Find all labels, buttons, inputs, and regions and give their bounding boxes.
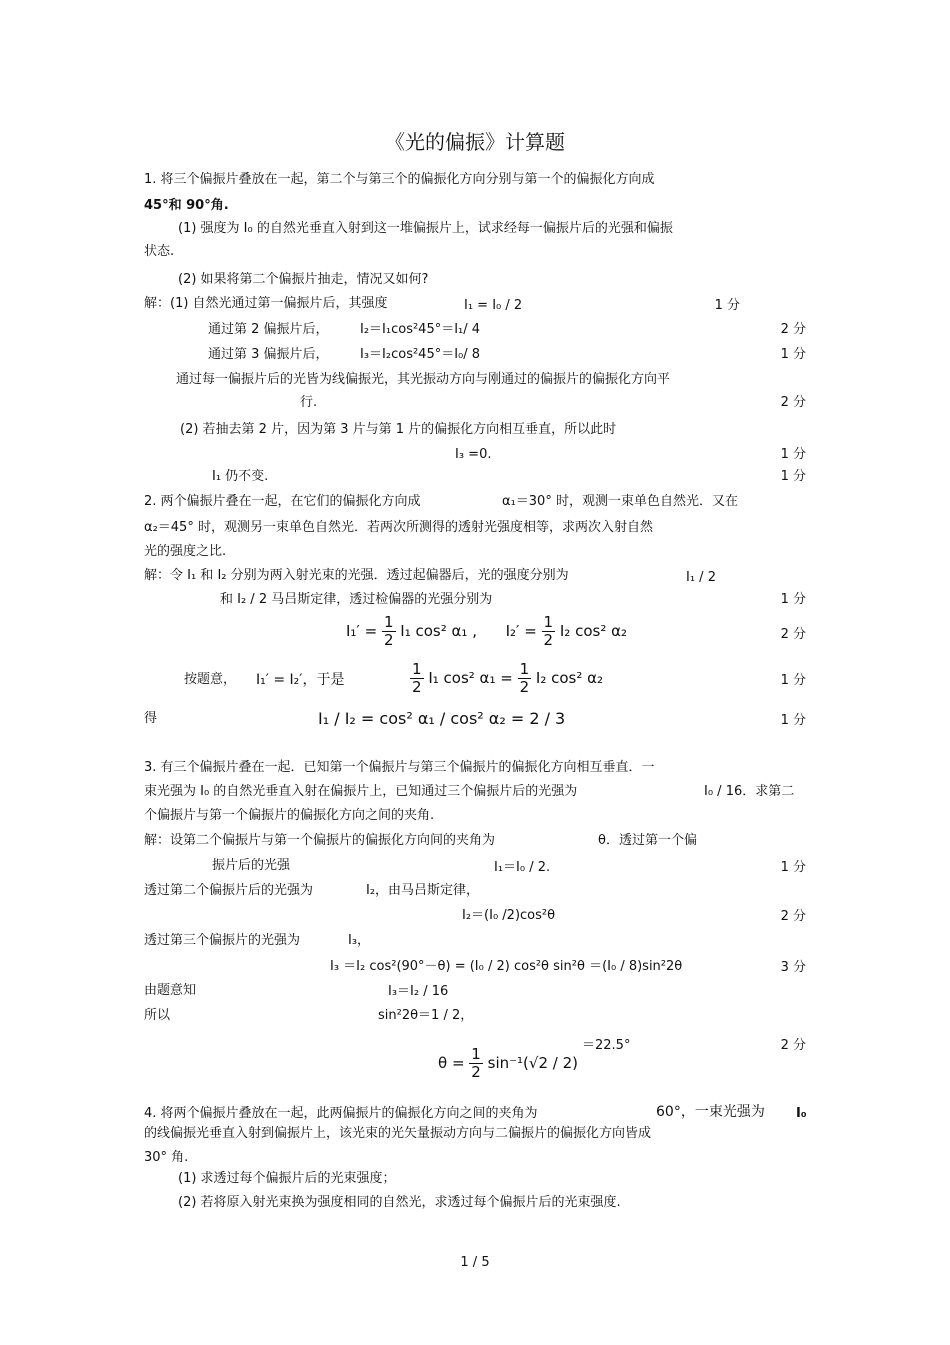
equation-term: I₂′ = [505,622,537,640]
fraction-one-half [469,1046,483,1081]
solution-3-line: 透过第二个偏振片后的光强为 [144,883,314,898]
problem-4-text: I₀ [796,1106,807,1121]
solution-3-line: θ．透过第一个偏 [598,833,697,848]
solution-3-formula: ＝22.5° [582,1038,631,1053]
solution-1-formula: I₃＝I₂cos²45°＝I₀/ 8 [360,347,481,362]
solution-1-line: 行. [300,395,318,410]
problem-1-text: 45°和 90°角. [144,198,229,213]
fraction-one-half [382,614,396,649]
solution-1-line: I₁ 仍不变. [212,469,269,484]
solution-3-line: 所以 [144,1008,171,1023]
problem-4-text: 4. 将两个偏振片叠放在一起，此两偏振片的偏振化方向之间的夹角为 [144,1106,538,1121]
solution-1-line: 通过每一偏振片后的光皆为线偏振光，其光振动方向与刚通过的偏振片的偏振化方向平 [176,372,671,387]
solution-1-line: 通过第 2 偏振片后， [208,322,329,337]
solution-1-formula: I₃ =0. [455,447,492,462]
solution-2-line: 得 [144,711,158,726]
problem-4-text: 的线偏振光垂直入射到偏振片上，该光束的光矢量振动方向与二偏振片的偏振化方向皆成 [144,1126,652,1141]
equation-term: I₁ cos² α₁ = [428,669,513,687]
score-label: 1 分 [780,860,806,875]
solution-2-line: 解：令 I₁ 和 I₂ 分别为两入射光束的光强．透过起偏器后，光的强度分别为 [144,568,569,583]
solution-3-formula: I₃ ＝I₂ cos²(90°－θ) = (I₀ / 2) cos²θ sin²θ ＝(I₀ / 8)sin²2θ [330,959,683,974]
solution-3-formula: sin²2θ＝1 / 2， [378,1008,474,1023]
problem-3-text: 束光强为 I₀ 的自然光垂直入射在偏振片上，已知通过三个偏振片后的光强为 [144,784,578,799]
solution-1-line: (2) 若抽去第 2 片，因为第 3 片与第 1 片的偏振化方向相互垂直，所以此时 [180,422,617,437]
fraction-denominator: 2 [519,678,530,696]
solution-3-formula: I₂＝(I₀ /2)cos²θ [462,908,556,923]
solution-3-formula: I₁＝I₀ / 2. [494,860,551,875]
score-label: 2 分 [780,909,806,924]
score-label: 1 分 [780,713,806,728]
solution-3-line: 振片后的光强 [212,858,291,873]
score-label: 1 分 [780,592,806,607]
equation-ratio: I₁ / I₂ = cos² α₁ / cos² α₂ = 2 / 3 [318,709,566,728]
equation-term: sin⁻¹(√2 / 2) [487,1054,578,1072]
fraction-numerator: 1 [471,1045,481,1063]
problem-2-text: 2. 两个偏振片叠在一起，在它们的偏振化方向成 [144,494,421,509]
fraction-denominator: 2 [471,1063,481,1081]
equation-term: I₂ cos² α₂ [535,669,604,687]
fraction-numerator: 1 [383,613,394,631]
problem-1-text: (2) 如果将第二个偏振片抽走，情况又如何? [178,272,429,287]
equation-term: θ = [438,1054,465,1072]
equation-malus-1 [346,614,627,649]
equation-term: I₁ cos² α₁ , [400,622,477,640]
problem-2-text: 光的强度之比. [144,544,227,559]
fraction-one-half [542,614,556,649]
score-label: 1 分 [780,469,806,484]
solution-1-formula: I₁ = I₀ / 2 [464,298,523,313]
score-label: 1 分 [780,673,806,688]
problem-4-text: 30° 角. [144,1150,189,1165]
page-title: 《光的偏振》计算题 [385,130,565,154]
fraction-denominator: 2 [412,678,422,696]
problem-3-text: 3. 有三个偏振片叠在一起．已知第一个偏振片与第三个偏振片的偏振化方向相互垂直．一 [144,760,655,775]
equation-term: I₁′ = [346,622,378,640]
fraction-one-half [410,661,424,696]
solution-3-line: 透过第三个偏振片的光强为 [144,933,301,948]
problem-1-text: (1) 强度为 I₀ 的自然光垂直入射到这一堆偏振片上，试求经每一偏振片后的光强和偏振 [178,221,673,236]
fraction-one-half [518,661,532,696]
solution-3-line: 由题意知 [144,983,197,998]
fraction-denominator: 2 [383,631,394,649]
problem-2-text: α₂＝45° 时，观测另一束单色自然光．若两次所测得的透射光强度相等，求两次入射自然 [144,520,653,535]
score-label: 3 分 [780,960,806,975]
equation-term: I₂ cos² α₂ [559,622,628,640]
equation-theta [438,1046,578,1081]
score-label: 1 分 [714,298,740,313]
problem-4-text: 60°，一束光强为 [656,1104,765,1120]
problem-4-text: (2) 若将原入射光束换为强度相同的自然光，求透过每个偏振片后的光束强度. [178,1195,621,1210]
problem-1-text: 状态. [144,244,175,259]
fraction-numerator: 1 [543,613,554,631]
score-label: 2 分 [780,395,806,410]
page-number: 1 / 5 [460,1255,490,1270]
score-label: 1 分 [780,347,806,362]
fraction-numerator: 1 [519,660,530,678]
solution-2-formula: I₁′ = I₂′，于是 [256,672,345,688]
score-label: 1 分 [780,447,806,462]
solution-2-line: 和 I₂ / 2 马吕斯定律，透过检偏器的光强分别为 [220,592,493,607]
problem-2-text: α₁＝30° 时，观测一束单色自然光．又在 [502,494,738,509]
solution-3-line: 解：设第二个偏振片与第一个偏振片的偏振化方向间的夹角为 [144,833,496,848]
fraction-numerator: 1 [412,660,422,678]
solution-3-formula: I₃＝I₂ / 16 [388,984,449,999]
solution-2-line: 按题意， [184,672,237,687]
solution-3-line: I₃， [348,933,371,948]
solution-3-line: I₂，由马吕斯定律， [366,883,480,898]
fraction-denominator: 2 [543,631,554,649]
solution-1-line: 解：(1) 自然光通过第一偏振片后，其强度 [144,296,388,311]
equation-malus-2 [410,661,603,696]
solution-2-formula: I₁ / 2 [686,570,716,585]
score-label: 2 分 [780,627,806,642]
solution-1-formula: I₂＝I₁cos²45°＝I₁/ 4 [360,322,481,337]
score-label: 2 分 [780,322,806,337]
solution-1-line: 通过第 3 偏振片后， [208,347,329,362]
score-label: 2 分 [780,1038,806,1053]
problem-3-text: I₀ / 16．求第二 [704,784,795,799]
problem-1-text: 1. 将三个偏振片叠放在一起，第二个与第三个的偏振化方向分别与第一个的偏振化方向成 [144,172,655,187]
problem-4-text: (1) 求透过每个偏振片后的光束强度； [178,1171,396,1186]
problem-3-text: 个偏振片与第一个偏振片的偏振化方向之间的夹角. [144,808,435,823]
